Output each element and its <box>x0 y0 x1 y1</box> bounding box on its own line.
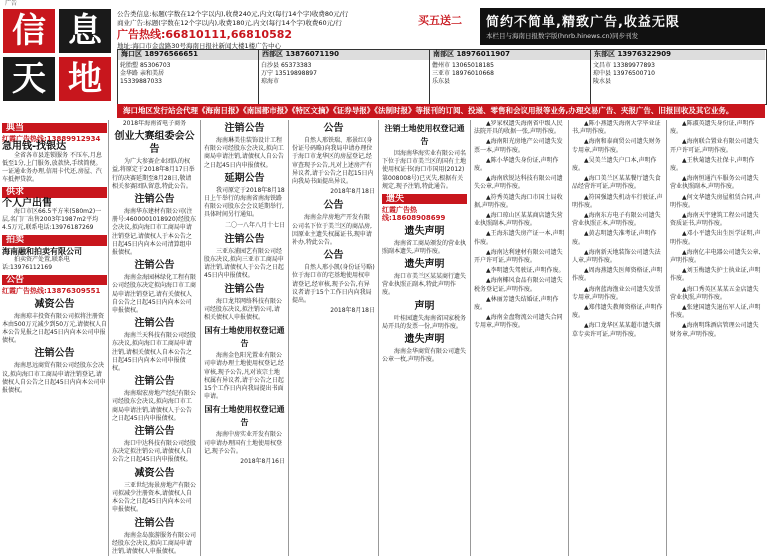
logo-char-2: 息 <box>59 9 111 53</box>
section-gongqiu: 供求 <box>2 187 107 197</box>
notice-title: 注销公告 <box>224 283 265 295</box>
notice-line: ▲海南东方电子有限公司遗失营业执照正本,声明作废。 <box>572 212 661 228</box>
notice-line: ▲邓小平遗失出生医学证明,声明作废。 <box>670 230 761 246</box>
notice-line: ▲海南阳光房地产公司遗失发票一本,声明作废。 <box>474 138 563 154</box>
notice-body: 海口市美兰区某某商行遗失营业执照正副本,特此声明作废。 <box>382 273 467 297</box>
notice-date: 2018年8月18日 <box>330 307 375 315</box>
notice-line: ▲海南金盘物流公司遗失合同专用章,声明作废。 <box>474 314 563 330</box>
banner <box>480 8 765 45</box>
notice-body: 海口中达科技有限公司经股东决定拟注销公司,请债权人自公告之日起45日内申报债权。 <box>112 440 197 464</box>
notice-line: ▲海南明珠酒店管理公司遗失财务章,声明作废。 <box>670 322 759 338</box>
logo-char-4: 地 <box>59 57 111 101</box>
section-dianpu: 典当 <box>2 123 107 133</box>
notice-title: 公告 <box>323 250 344 262</box>
notice-title: 公告 <box>323 200 344 212</box>
notice-body: 海南金岛旅游服务有限公司经股东会决议,拟向工商局申请注销,请债权人申报债权。 <box>112 531 197 555</box>
column-7 <box>568 120 666 556</box>
notice-line: ▲刘玉梅遗失护士执业证,声明作废。 <box>670 267 761 283</box>
notice-line: ▲陈淑英遗失身份证,声明作废。 <box>670 120 755 136</box>
hotline-1: 红霞广告热线:13889912934 <box>2 135 101 144</box>
top-label: 广告 <box>5 0 18 7</box>
notice-body: 海南琳美佳装饰设计工程有限公司经股东会决议,拟向工商局申请注销,请债权人自公告之日起45日内申报债权。 <box>204 137 284 169</box>
notice-line: ▲吴美兰遗失户口本,声明作废。 <box>572 156 657 173</box>
notice-line: ▲罗家权遗失海南省中级人民法院开具的收据一张,声明作废。 <box>474 120 563 136</box>
notice-line: ▲海南和泰商贸公司遗失财务专用章,声明作废。 <box>572 138 661 154</box>
notice-body: 自然人邢小凯(身份证号略)位于海口市的宅基地使用权申请登记,经审核,现予公告,有异议者请于15个工作日内向我局提出。 <box>292 264 375 305</box>
notice-body: 海南金岸房地产开发有限公司名下位于美兰区的商品房,因原业主遗失权属证书,现申请补办,特此公告。 <box>292 214 372 247</box>
banner-title: 简约不简单,精致广告,收益无限 <box>486 15 680 30</box>
notice-body: 海南思远商贸有限公司经股东会决议,拟向海口市工商局申请注销登记,请债权人自公告之日起45日内向本公司申报债权。 <box>2 362 106 395</box>
notice-title: 注销公告 <box>34 348 75 360</box>
notice-title: 注销公告 <box>224 233 265 245</box>
notice-line: ▲郑伟遗失教师资格证,声明作废。 <box>572 304 663 320</box>
tagline: 海口地区发行站会代理《海南日报》《南国都市报》《特区文摘》《证券导报》《法制时报》等报刊的订阅、投递、零售和会议用报等业务,办理交易广告、夹报广告、旧报回收及其它业务。 <box>117 104 765 118</box>
notice-line: ▲海南椰风食品有限公司遗失税务登记证,声明作废。 <box>474 277 563 293</box>
notice-line: ▲海南蓝海渔业公司遗失发票专用章,声明作废。 <box>572 285 661 301</box>
item-body: 海口市区66.5平方米(580m2)一层,名门厂出售2003年1987m2平均4.5万元,联系电话:13976187269 <box>2 207 102 232</box>
notice-line: ▲海南亿丰电器公司遗失公章,声明作废。 <box>670 248 761 265</box>
column-8 <box>666 120 766 556</box>
notice-body: 叶桂园遗失海南省国家税务局开具的发票一份,声明作废。 <box>382 314 467 330</box>
notice-line: ▲陈小燕遗失海南大学毕业证书,声明作废。 <box>572 120 661 136</box>
notice-body: 因海南华海实业有限公司名下位于海口市美兰区的国有土地使用权证书(海口市国用(2012)第008008号)已灭失,根据有关规定,现予注销,特此通告。 <box>382 150 467 190</box>
notice-body: 海南华东建材有限公司(注册号:4600001018920)经股东会决议,拟向海口市工商局申请注销登记,请债权人于本公告之日起45日内向本公司清算组申报债权。 <box>112 208 196 257</box>
notice-date: 2018年8月16日 <box>240 458 285 466</box>
notice-line: ▲张建国遗失退伍军人证,声明作废。 <box>670 304 761 320</box>
notice-title: 注销公告 <box>134 318 175 330</box>
notice-title: 注销公告 <box>134 194 175 206</box>
notice-title: 公告 <box>323 123 344 134</box>
notice-title: 注销土地使用权登记通告 <box>384 124 465 146</box>
notice-date: 二〇一八年八月十七日 <box>224 221 285 229</box>
notice-body: 我司原定于2018年8月18日上午举行的海南省南海铁路有限公司股东会会议延期举行,具体时间另行通知。 <box>204 186 285 219</box>
item-title: 急用钱-找银达 <box>2 141 67 153</box>
notice-line: ▲周海燕遗失医师资格证,声明作废。 <box>572 267 663 283</box>
hotline-3: 红霞广告热线:18608908699 <box>382 206 446 223</box>
section-yishi: 遗失 <box>382 194 467 204</box>
banner-sub: 本栏目与海南日报数字版(hnrb.hinews.cn)同步刊发 <box>486 32 639 40</box>
notice-body: 海南金色阳光置业有限公司申请办理土地使用权登记,经审核,现予公告,凡对该宗土地权属有异议者,请于公告之日起15个工作日内向我局提出书面申请。 <box>204 352 284 401</box>
notice-line: ▲符秀英遗失海口市国土局收据,声明作废。 <box>474 193 563 209</box>
notice-title: 遗失声明 <box>404 334 445 346</box>
column-4 <box>288 120 378 556</box>
notice-title: 减资公告 <box>34 298 75 310</box>
pricing-line-2: 商业广告:标题(字数在12个字以内),收费180元,内文(每行14个字)收费60元/行 <box>117 19 342 27</box>
notice-line: ▲海口龙华区某某超市遗失烟草专卖许可证,声明作废。 <box>572 322 661 338</box>
notice-title: 国有土地使用权登记通告 <box>204 326 285 349</box>
section-paimai: 拍卖 <box>2 235 107 245</box>
section-gonggao: 公告 <box>2 275 107 285</box>
hotline-2: 红霞广告热线:13876309551 <box>2 287 101 296</box>
notice-body: 三亚东浦园艺有限公司经股东决议,拟向三亚市工商局申请注销,请债权人于公告之日起45日内申报债权。 <box>204 247 284 280</box>
item-body: 全省各市县连锁服务 不压车,月息低至1分,上门服务,放款快,手续简便。一证通业务办理,信用卡代还,房屋、汽车抵押贷款。 <box>2 151 102 184</box>
notice-body: 海南金海园林绿化工程有限公司经股东决定拟向海口市工商局申请注销登记,请有关债权人自公告之日起45日内向本公司申报债权。 <box>112 274 197 315</box>
notice-body: 三亚世纪海景房地产有限公司拟减少注册资本,请债权人自本公告之日起45日内向本公司申报债权。 <box>112 481 197 514</box>
masthead-logo <box>3 9 113 102</box>
column-2 <box>108 120 200 556</box>
zone-grid <box>117 49 767 105</box>
notice-title: 延期公告 <box>224 172 265 184</box>
notice-date: 2018年8月18日 <box>330 188 375 196</box>
notice-line: ▲海口琼山区某某商店遗失营业执照副本,声明作废。 <box>474 212 563 228</box>
notice-line: ▲海南天宇建筑工程公司遗失资质证书,声明作废。 <box>670 212 759 228</box>
notice-title: 遗失声明 <box>404 225 445 237</box>
column-3 <box>200 120 288 556</box>
notice-line: ▲何文华遗失房屋租赁合同,声明作废。 <box>670 193 761 209</box>
header-address: 地址:海口市金盘路30号海南日报社新闻大楼1楼广告中心 <box>117 42 282 50</box>
notice-meta: 2018年海南省电子商务 <box>122 120 187 127</box>
notice-line: ▲海南恒通汽车服务公司遗失营业执照副本,声明作废。 <box>670 175 759 191</box>
column-1 <box>2 120 107 556</box>
item-title: 个人户出售 <box>2 197 52 209</box>
notice-body: 海南金华商贸有限公司遗失公章一枚,声明作废。 <box>382 348 467 364</box>
notice-line: ▲符国强遗失机动车行驶证,声明作废。 <box>572 193 663 209</box>
notice-line: ▲海南新天地装饰公司遗失法人章,声明作废。 <box>572 248 661 265</box>
notice-line: ▲海南达利建材有限公司遗失开户许可证,声明作废。 <box>474 248 563 265</box>
zone-west: 西部区 13876071190 白沙县 65373383 万宁 13519898897 琼海市 <box>259 50 430 104</box>
notice-title: 国有土地使用权登记通告 <box>204 405 285 428</box>
notice-title: 遗失声明 <box>404 259 445 271</box>
notice-line: ▲海口美兰区某某餐厅遗失食品经营许可证,声明作废。 <box>572 175 661 191</box>
notice-body: 海南兰天科技有限公司经股东决议,拟向海口市工商局申请注销,请相关债权人自本公告之日起45日内向本公司申报债权。 <box>112 332 197 373</box>
item-title: 海南融和拍卖有限公司 <box>2 246 82 256</box>
zone-haikou: 海口区 18976566651 轮胎塑 85306703 金华路 亲和美居 15339887033 <box>118 50 259 104</box>
notice-title: 减资公告 <box>134 467 175 479</box>
notice-line: ▲王海东遗失房产证一本,声明作废。 <box>474 230 565 246</box>
pricing-line-1: 公告类信息:标题(字数在12个字以内),收费240元,内文(每行14个字)收费80元/行 <box>117 10 349 18</box>
notice-body: 自然人邢铁瑞、邢景红(身份证号码略)向我局申请办理位于海口市龙华区的房屋登记,经审查现予公告,凡对上述房产有异议者,请于公告之日起15日内向我局书面提出异议。 <box>292 137 374 186</box>
zone-south: 南部区 18976011907 儋州市 13065018185 三亚市 18976010668 乐东县 <box>430 50 591 104</box>
zone-east: 东部区 13976322909 文昌市 13389977893 琼中县 13976500710 陵水县 <box>591 50 765 104</box>
notice-body: 海南中房实业开发有限公司申请办理国有土地使用权登记,现予公告。 <box>204 431 283 455</box>
item-body: 拍卖资产处置,联系电话:13976112169 <box>2 255 70 272</box>
column-5 <box>378 120 470 556</box>
notice-line: ▲海口秀英区某某五金店遗失营业执照,声明作废。 <box>670 285 759 301</box>
notice-body: 为广大参赛企业团队的权益,将原定于2018年8月17日举行的决赛延期至8月28日,敬请相关参赛团队留意,特此公告。 <box>112 158 195 190</box>
column-6 <box>470 120 568 556</box>
notice-title: 创业大赛组委会公告 <box>114 131 195 156</box>
notice-body: 海口龙邦网络科技有限公司经股东决议,拟注销公司,请相关债权人申报债权。 <box>204 297 283 322</box>
notice-line: ▲李明遗失驾驶证,声明作废。 <box>486 267 565 275</box>
notice-line: ▲黄志明遗失准考证,声明作废。 <box>572 230 657 246</box>
notice-title: 注销公告 <box>134 517 175 529</box>
notice-title: 注销公告 <box>134 260 175 272</box>
notice-title: 声明 <box>414 300 435 312</box>
notice-line: ▲海南欣锐达科技有限公司遗失公章,声明作废。 <box>474 175 563 191</box>
notice-line: ▲陈小华遗失身份证,声明作废。 <box>474 156 559 173</box>
notice-title: 注销公告 <box>224 123 265 134</box>
logo-char-3: 天 <box>3 57 55 101</box>
notice-line: ▲海南联合置业有限公司遗失开户许可证,声明作废。 <box>670 138 759 154</box>
logo-char-1: 信 <box>3 9 55 53</box>
notice-body: 海南琼丰投资有限公司拟将注册资本由500万元减少到50万元,请债权人自本公告见报之日起45日内向本公司申报债权。 <box>2 312 107 345</box>
notice-body: 海南瑞宏房地产经纪有限公司经股东会决议,拟向海口市工商局申请注销,请债权人于公告之日起45日内申报债权。 <box>112 390 197 422</box>
notice-title: 注销公告 <box>134 376 175 388</box>
notice-line: ▲王秋菊遗失社保卡,声明作废。 <box>670 156 755 173</box>
notice-title: 注销公告 <box>134 426 175 438</box>
header-pricing <box>117 10 417 51</box>
hotline: 广告热线:66810111,66810582 <box>117 28 293 41</box>
promo-label: 买五送二 <box>418 14 462 27</box>
notice-line: ▲林丽芳遗失结婚证,声明作废。 <box>474 295 559 312</box>
notice-body: 海南省工商局颁发的营业执照副本遗失,声明作废。 <box>382 239 467 255</box>
